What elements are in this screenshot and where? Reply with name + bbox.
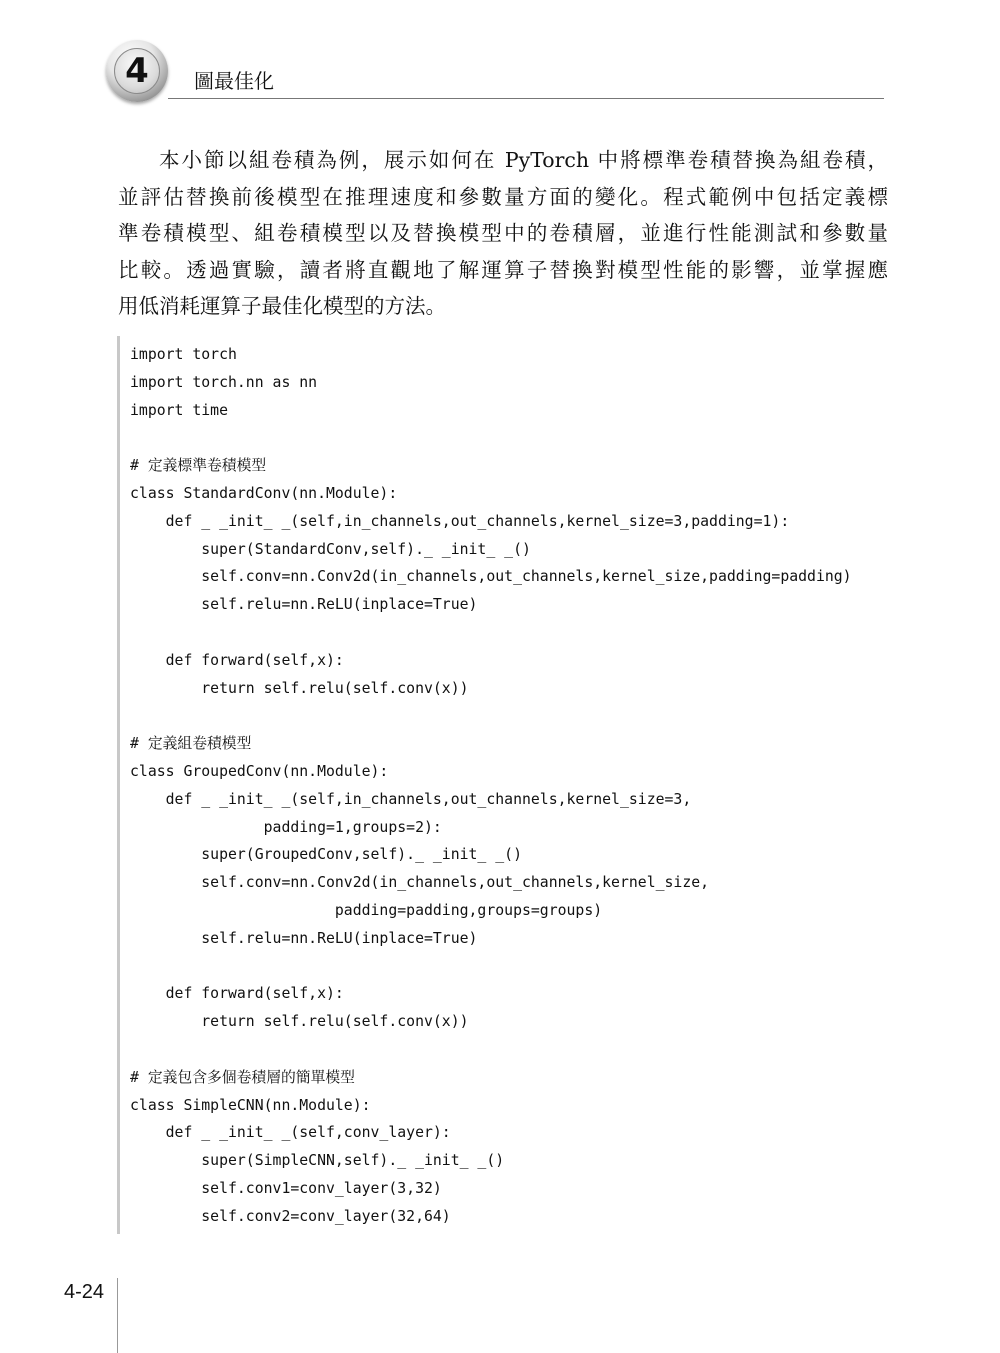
code-line: def forward(self,x): xyxy=(130,651,344,669)
code-line: self.conv=nn.Conv2d(in_channels,out_channels,kernel_size,padding=padding) xyxy=(130,568,852,586)
paragraph-line: 比較。透過實驗，讀者將直觀地了解運算子替換對模型性能的影響，並掌握應 xyxy=(118,257,888,282)
intro-paragraph xyxy=(118,142,888,325)
code-line: class GroupedConv(nn.Module): xyxy=(130,762,389,780)
paragraph-line: 並評估替換前後模型在推理速度和參數量方面的變化。程式範例中包括定義標 xyxy=(118,184,888,209)
code-line: self.conv=nn.Conv2d(in_channels,out_channels,kernel_size, xyxy=(130,874,710,892)
chapter-badge xyxy=(106,40,168,102)
chapter-header xyxy=(106,40,884,102)
code-line: def forward(self,x): xyxy=(130,985,344,1003)
code-line: return self.relu(self.conv(x)) xyxy=(130,679,469,697)
chapter-number: 4 xyxy=(114,48,160,94)
code-line xyxy=(130,1036,852,1064)
page-number: 4-24 xyxy=(64,1281,105,1303)
code-line: class StandardConv(nn.Module): xyxy=(130,484,398,502)
code-line xyxy=(130,953,852,981)
paragraph-line: 本小節以組卷積為例，展示如何在 PyTorch 中將標準卷積替換為組卷積， xyxy=(159,148,888,172)
code-line: return self.relu(self.conv(x)) xyxy=(130,1013,469,1031)
code-line: # 定義組卷積模型 xyxy=(130,735,252,753)
code-block xyxy=(130,341,852,1231)
code-line xyxy=(130,702,852,730)
code-line: self.relu=nn.ReLU(inplace=True) xyxy=(130,929,478,947)
chapter-title: 圖最佳化 xyxy=(194,69,274,93)
paragraph-line: 準卷積模型、組卷積模型以及替換模型中的卷積層，並進行性能測試和參數量 xyxy=(118,221,888,246)
code-line: def _ _init_ _(self,conv_layer): xyxy=(130,1124,451,1142)
code-line: import torch.nn as nn xyxy=(130,373,318,391)
code-line: import time xyxy=(130,401,228,419)
code-line: super(StandardConv,self)._ _init_ _() xyxy=(130,540,531,558)
code-line: self.conv2=conv_layer(32,64) xyxy=(130,1207,451,1225)
code-line: padding=padding,groups=groups) xyxy=(130,901,603,919)
paragraph-line: 用低消耗運算子最佳化模型的方法。 xyxy=(118,294,446,319)
code-line: padding=1,groups=2): xyxy=(130,818,442,836)
code-line: super(GroupedConv,self)._ _init_ _() xyxy=(130,846,522,864)
code-line: class SimpleCNN(nn.Module): xyxy=(130,1096,371,1114)
footer-rule xyxy=(117,1278,118,1353)
code-line: def _ _init_ _(self,in_channels,out_channels,kernel_size=3, xyxy=(130,790,692,808)
code-line: # 定義包含多個卷積層的簡單模型 xyxy=(130,1068,355,1086)
code-line: import torch xyxy=(130,346,237,363)
code-line: def _ _init_ _(self,in_channels,out_channels,kernel_size=3,padding=1): xyxy=(130,512,790,530)
code-line: # 定義標準卷積模型 xyxy=(130,457,267,475)
code-block-bar xyxy=(117,336,120,1234)
code-line: self.relu=nn.ReLU(inplace=True) xyxy=(130,596,478,614)
code-line xyxy=(130,619,852,647)
header-rule xyxy=(168,98,884,99)
code-line: super(SimpleCNN,self)._ _init_ _() xyxy=(130,1152,505,1170)
code-line: self.conv1=conv_layer(3,32) xyxy=(130,1179,442,1197)
code-line xyxy=(130,424,852,452)
